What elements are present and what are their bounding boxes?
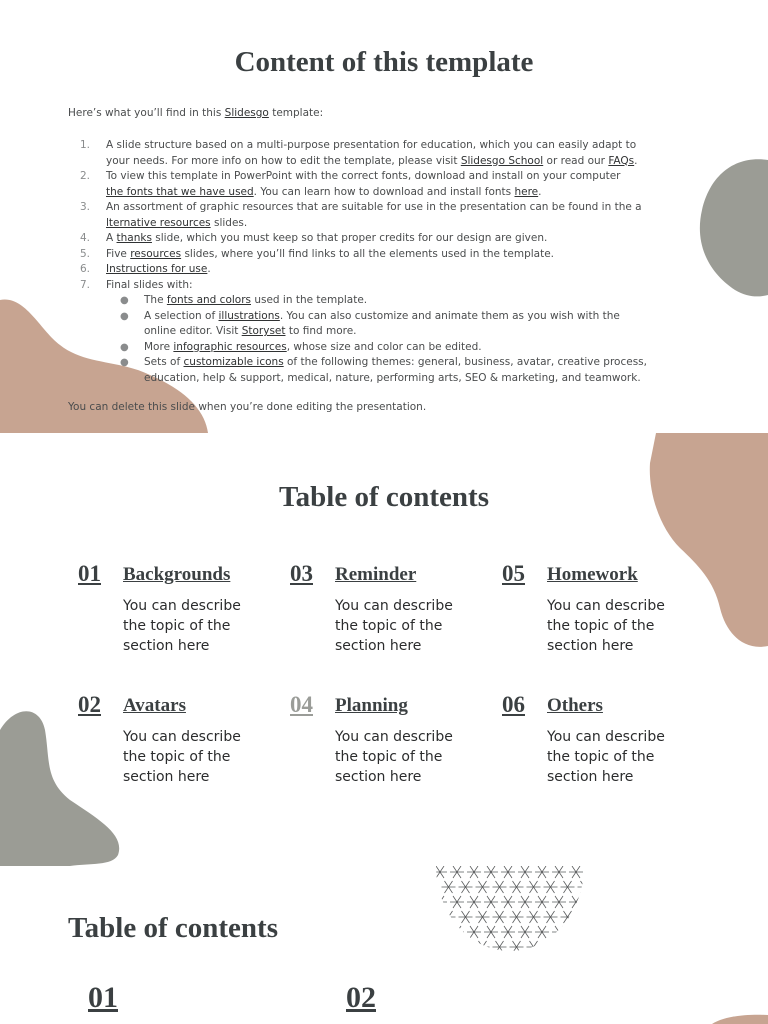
list-item-line: [106, 169, 708, 185]
toc-description: You can describe the topic of the section here: [547, 598, 665, 654]
pattern-star: [518, 866, 532, 878]
sublist-item: [106, 293, 708, 309]
pattern-star: [569, 866, 583, 878]
pattern-star: [569, 926, 583, 938]
inline-text: , whose size and color can be edited.: [286, 340, 482, 353]
sublist-item-line: [144, 309, 708, 325]
sublist-item-line: [144, 371, 708, 387]
pattern-star: [501, 896, 515, 908]
list-number: 1.: [80, 139, 91, 151]
pattern-star: [442, 881, 456, 893]
inline-text: An assortment of graphic resources that are suitable for use in the presentation can be found in the a: [106, 201, 642, 213]
pattern-star: [510, 911, 524, 923]
pattern-star: [476, 911, 490, 923]
inline-text: slide, which you must keep so that proper credits for our design are given.: [151, 232, 548, 244]
sublist-item-line: [144, 293, 708, 309]
toc-label[interactable]: Planning: [335, 695, 408, 716]
outro-text: You can delete this slide when you’re done editing the presentation.: [68, 401, 427, 413]
pattern-star: [552, 866, 566, 878]
inline-text: To view this template in PowerPoint with the correct fonts, download and install on your computer: [106, 170, 621, 182]
pattern-star: [527, 881, 541, 893]
toc-number: 01: [78, 561, 101, 586]
list-item: [68, 231, 708, 247]
pattern-star: [518, 926, 532, 938]
list-number: 4.: [80, 232, 91, 244]
toc-number[interactable]: 01: [88, 981, 118, 1014]
slide-content-of-template: [0, 0, 768, 433]
pattern-star: [527, 911, 541, 923]
inline-text: .: [538, 185, 542, 198]
pattern-star: [493, 941, 507, 951]
toc-label[interactable]: Reminder: [335, 564, 417, 585]
pattern-star: [450, 926, 464, 938]
pattern-star: [493, 911, 507, 923]
list-number: 6.: [80, 263, 91, 275]
page-title: Content of this template: [234, 46, 534, 78]
pattern-star: [436, 926, 447, 938]
inline-link[interactable]: Instructions for use: [106, 263, 208, 275]
toc-description: You can describe the topic of the section here: [335, 729, 453, 785]
toc-number: 06: [502, 692, 525, 717]
pattern-star: [442, 941, 456, 951]
pattern-star: [436, 866, 447, 878]
inline-link[interactable]: infographic resources: [173, 340, 287, 353]
pattern-star: [535, 896, 549, 908]
pattern-star: [501, 866, 515, 878]
final-slides-sublist: [106, 293, 708, 386]
list-item-line: [106, 262, 708, 278]
toc-description: You can describe the topic of the section here: [123, 729, 241, 785]
inline-link[interactable]: Slidesgo School: [460, 154, 544, 167]
pattern-star: [476, 881, 490, 893]
pattern-star: [578, 911, 585, 923]
inline-text: A slide structure based on a multi-purpose presentation for education, which you can easily adapt to: [106, 139, 637, 151]
section-title: Table of contents: [68, 912, 278, 944]
pattern-star: [450, 866, 464, 878]
sublist-item-line: [144, 340, 708, 356]
list-item-line: [106, 185, 708, 201]
inline-text: A: [106, 232, 117, 244]
list-item-line: [106, 200, 708, 216]
pattern-star: [535, 926, 549, 938]
pattern-star: [459, 941, 473, 951]
list-item: [68, 262, 708, 278]
pattern-star: [544, 911, 558, 923]
pattern-star: [578, 941, 585, 951]
inline-text: .: [207, 263, 211, 275]
pattern-star: [518, 896, 532, 908]
pattern-star: [561, 941, 575, 951]
pattern-star: [569, 896, 583, 908]
toc-description: You can describe the topic of the section here: [335, 598, 453, 654]
sublist-item: [106, 355, 708, 386]
toc-label[interactable]: Avatars: [123, 695, 186, 716]
inline-text: slides.: [210, 216, 248, 229]
pattern-star: [450, 896, 464, 908]
inline-text: used in the template.: [251, 294, 368, 306]
inline-link[interactable]: resources: [130, 247, 182, 260]
pattern-star: [552, 896, 566, 908]
list-item: [68, 278, 708, 387]
slide-table-of-contents-alt: [0, 866, 768, 1024]
pattern-star: [442, 911, 456, 923]
list-item-line: [106, 278, 708, 294]
toc-label[interactable]: Backgrounds: [123, 564, 231, 585]
intro-text: Here’s what you’ll find in this Slidesgo template:: [68, 107, 324, 119]
pattern-star: [467, 926, 481, 938]
inline-link[interactable]: lternative resources: [106, 216, 211, 229]
toc-label[interactable]: Others: [547, 695, 603, 716]
inline-text: education, help & support, medical, nature, performing arts, SEO & marketing, and teamwork.: [144, 371, 641, 384]
pattern-star: [561, 911, 575, 923]
bullet-icon: ●: [120, 310, 129, 322]
sublist-item-line: [144, 355, 708, 371]
list-item: [68, 247, 708, 263]
inline-link[interactable]: thanks: [116, 232, 152, 244]
inline-link[interactable]: customizable icons: [183, 356, 284, 368]
toc-number: 05: [502, 561, 525, 586]
slidesgo-link[interactable]: Slidesgo: [224, 107, 269, 119]
toc-number: 03: [290, 561, 313, 586]
pattern-star: [510, 941, 524, 951]
toc-number: 04: [290, 692, 313, 717]
pattern-star: [561, 881, 575, 893]
inline-link[interactable]: illustrations: [218, 309, 280, 322]
geometric-pattern-decoration: [436, 866, 584, 951]
inline-text: The: [144, 294, 167, 306]
pattern-star: [510, 881, 524, 893]
inline-link[interactable]: the fonts that we have used: [106, 185, 254, 198]
list-item-line: [106, 231, 708, 247]
pattern-star: [544, 881, 558, 893]
inline-link[interactable]: Storyset: [241, 325, 286, 337]
inline-text: to find more.: [285, 325, 357, 337]
list-number: 5.: [80, 247, 91, 260]
pattern-star: [459, 911, 473, 923]
pattern-star: [552, 926, 566, 938]
toc-label[interactable]: Homework: [547, 564, 638, 585]
pattern-star: [527, 941, 541, 951]
pattern-star: [484, 926, 498, 938]
slide-table-of-contents: [0, 433, 768, 866]
pattern-star: [467, 896, 481, 908]
inline-text: Final slides with:: [106, 278, 193, 291]
bullet-icon: ●: [120, 341, 129, 353]
list-item-line: [106, 247, 708, 263]
inline-text: Five: [106, 247, 131, 260]
pattern-star: [484, 896, 498, 908]
inline-link[interactable]: fonts and colors: [166, 294, 251, 306]
inline-text: . You can learn how to download and install fonts: [253, 185, 515, 198]
inline-text: .: [634, 154, 638, 167]
pattern-star: [484, 866, 498, 878]
inline-text: your needs. For more info on how to edit the template, please visit: [106, 154, 461, 167]
pattern-star: [459, 881, 473, 893]
gray-blob-decoration: [0, 705, 122, 866]
list-item-line: [106, 154, 708, 170]
pattern-star: [436, 896, 447, 908]
beige-blob-decoration: [712, 1014, 768, 1024]
list-item: [68, 169, 708, 200]
bullet-icon: ●: [120, 357, 129, 368]
inline-text: of the following themes: general, business, avatar, creative process,: [283, 356, 647, 368]
section-title: Table of contents: [279, 481, 489, 513]
toc-number[interactable]: 02: [346, 981, 376, 1014]
sublist-item: [106, 340, 708, 356]
pattern-star: [501, 926, 515, 938]
list-number: 3.: [80, 201, 91, 213]
toc-description: You can describe the topic of the section here: [123, 598, 241, 654]
template-contents-list: [68, 138, 708, 386]
inline-text: A selection of: [144, 309, 219, 322]
list-item: [68, 200, 708, 231]
inline-text: online editor. Visit: [144, 325, 242, 337]
inline-text: or read our: [543, 154, 609, 167]
pattern-star: [493, 881, 507, 893]
bullet-icon: ●: [120, 295, 129, 306]
list-item-line: [106, 138, 708, 154]
pattern-star: [467, 866, 481, 878]
inline-text: Sets of: [144, 356, 184, 368]
sublist-item-line: [144, 324, 708, 340]
list-number: 7.: [80, 278, 91, 291]
pattern-star: [544, 941, 558, 951]
pattern-star: [578, 881, 585, 893]
inline-text: slides, where you’ll find links to all the elements used in the template.: [181, 247, 555, 260]
inline-text: . You can also customize and animate them as you wish with the: [279, 309, 620, 322]
inline-link[interactable]: here: [514, 185, 539, 198]
list-number: 2.: [80, 170, 91, 182]
pattern-star: [476, 941, 490, 951]
list-item-line: [106, 216, 708, 232]
inline-text: More: [144, 340, 174, 353]
toc-description: You can describe the topic of the section here: [547, 729, 665, 785]
sublist-item: [106, 309, 708, 340]
list-item: [68, 138, 708, 169]
inline-link[interactable]: FAQs: [608, 154, 635, 167]
pattern-star: [535, 866, 549, 878]
toc-number: 02: [78, 692, 101, 717]
